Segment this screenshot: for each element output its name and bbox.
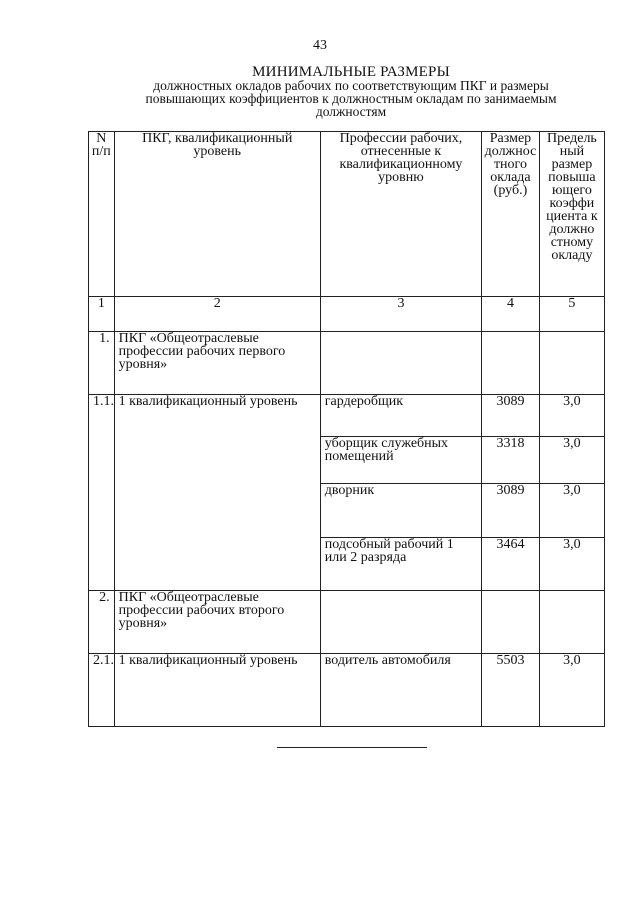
title-main: МИНИМАЛЬНЫЕ РАЗМЕРЫ (252, 64, 450, 80)
column-number: 5 (539, 297, 604, 332)
group-number: 2. (89, 591, 115, 654)
salary-cell: 5503 (482, 654, 540, 727)
salary-cell: 3464 (482, 538, 540, 591)
title-line-1: должностных окладов рабочих по соответствующим ПКГ и размеры (153, 78, 549, 93)
header-salary: Размер должнос тного оклада (руб.) (482, 132, 540, 297)
table-row (89, 654, 605, 727)
coefficient-cell: 3,0 (539, 395, 604, 437)
salary-cell: 3318 (482, 437, 540, 484)
header-coefficient: Предель ный размер повыша ющего коэффи циента к должно стному окладу (539, 132, 604, 297)
profession-cell: уборщик служебных помещений (320, 437, 481, 484)
column-number-row (89, 297, 605, 332)
table-row (89, 395, 605, 437)
header-number: N п/п (89, 132, 115, 297)
group-number: 1. (89, 332, 115, 395)
table-header-row (89, 132, 605, 297)
salary-table (88, 131, 605, 727)
coefficient-cell: 3,0 (539, 654, 604, 727)
coefficient-cell: 3,0 (539, 538, 604, 591)
page-number: 43 (313, 38, 327, 53)
column-number: 2 (114, 297, 320, 332)
level-name: 1 квалификационный уровень (114, 654, 320, 727)
profession-cell: гардеробщик (320, 395, 481, 437)
group-row (89, 591, 605, 654)
profession-cell: водитель автомобиля (320, 654, 481, 727)
profession-cell: подсобный рабочий 1 или 2 разряда (320, 538, 481, 591)
level-name: 1 квалификационный уровень (114, 395, 320, 591)
coefficient-cell: 3,0 (539, 484, 604, 538)
group-name: ПКГ «Общеотраслевые профессии рабочих первого уровня» (114, 332, 320, 395)
column-number: 4 (482, 297, 540, 332)
header-pkg-level: ПКГ, квалификационный уровень (114, 132, 320, 297)
group-row (89, 332, 605, 395)
profession-cell: дворник (320, 484, 481, 538)
level-number: 1.1. (89, 395, 115, 591)
salary-cell: 3089 (482, 484, 540, 538)
column-number: 3 (320, 297, 481, 332)
group-name: ПКГ «Общеотраслевые профессии рабочих второго уровня» (114, 591, 320, 654)
document-title (108, 66, 594, 118)
closing-rule (277, 747, 427, 748)
header-professions: Профессии рабочих, отнесенные к квалификационному уровню (320, 132, 481, 297)
title-line-3: должностям (315, 104, 387, 119)
level-number: 2.1. (89, 654, 115, 727)
title-line-2: повышающих коэффициентов к должностным окладам по занимаемым (145, 91, 557, 106)
salary-cell: 3089 (482, 395, 540, 437)
coefficient-cell: 3,0 (539, 437, 604, 484)
column-number: 1 (89, 297, 115, 332)
